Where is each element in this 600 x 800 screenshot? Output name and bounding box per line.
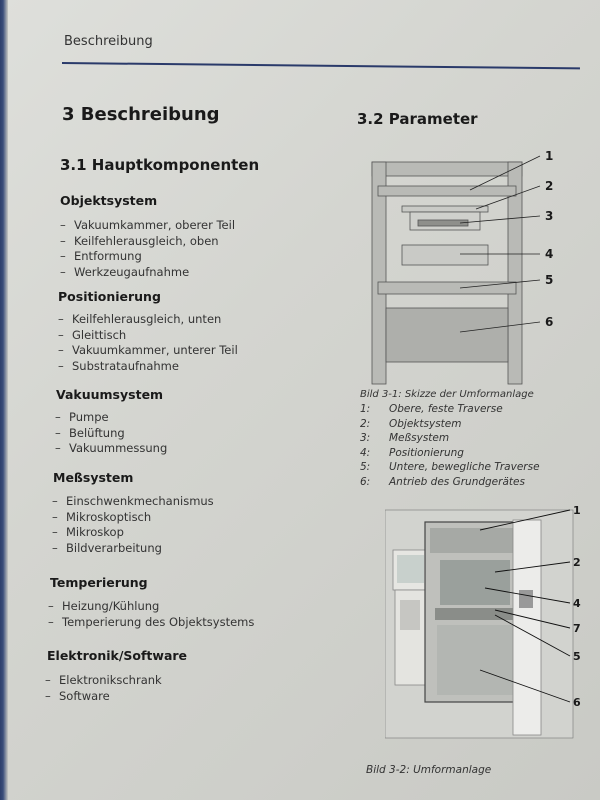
sketch-lower-traverse bbox=[378, 282, 516, 294]
list-item: – Temperierung des Objektsystems bbox=[48, 614, 255, 629]
binding-edge bbox=[0, 0, 8, 800]
group-title-positionierung: Positionierung bbox=[58, 289, 161, 304]
list-item: – Substrataufnahme bbox=[58, 358, 179, 373]
list-item: – Belüftung bbox=[55, 425, 125, 440]
list-item: – Mikroskop bbox=[52, 525, 124, 539]
photo-lower-traverse bbox=[435, 608, 515, 620]
header-rule bbox=[62, 62, 580, 69]
photo-drive bbox=[437, 625, 513, 695]
legend-row: 2: Objektsystem bbox=[360, 417, 462, 430]
sketch-frame-top bbox=[372, 162, 522, 176]
legend-row: 1: Obere, feste Traverse bbox=[360, 403, 503, 415]
group-list-objektsystem bbox=[60, 218, 235, 280]
callout-4: 4 bbox=[573, 597, 581, 610]
umformanlage-photo bbox=[385, 500, 595, 740]
sketch-positioning bbox=[402, 245, 488, 265]
list-item: – Vakuummessung bbox=[55, 441, 168, 455]
list-item: – Vakuumkammer, unterer Teil bbox=[58, 343, 238, 357]
legend-row: 6: Antrieb des Grundgerätes bbox=[360, 475, 525, 488]
photo-monitor-screen bbox=[397, 555, 424, 583]
list-item: – Heizung/Kühlung bbox=[48, 599, 160, 613]
callout-7: 7 bbox=[573, 622, 581, 635]
callout-4: 4 bbox=[545, 247, 554, 261]
sketch-object-plate bbox=[402, 206, 488, 212]
group-title-elektronik-software: Elektronik/Software bbox=[47, 648, 188, 663]
legend-row: 3: Meßsystem bbox=[360, 432, 450, 444]
group-title-vakuumsystem: Vakuumsystem bbox=[56, 387, 164, 402]
list-item: – Keilfehlerausgleich, oben bbox=[60, 233, 219, 248]
group-list-temperierung bbox=[48, 599, 254, 630]
chapter-title: 3 Beschreibung bbox=[62, 104, 220, 125]
figure1-caption: Bild 3-1: Skizze der Umformanlage bbox=[360, 389, 534, 400]
group-list-elektronik-software bbox=[45, 673, 162, 704]
umformanlage-sketch bbox=[360, 150, 585, 385]
section-title-parameter: 3.2 Parameter bbox=[357, 110, 478, 128]
group-list-positionierung bbox=[58, 312, 238, 374]
photo-side-panel bbox=[519, 590, 533, 608]
callout-6: 6 bbox=[545, 315, 554, 329]
list-item: – Keilfehlerausgleich, unten bbox=[58, 312, 222, 326]
list-item: – Einschwenkmechanismus bbox=[52, 494, 214, 508]
legend-row: 5: Untere, bewegliche Traverse bbox=[360, 461, 540, 473]
callout-6: 6 bbox=[573, 696, 581, 709]
list-item: – Vakuumkammer, oberer Teil bbox=[60, 218, 236, 232]
callout-1: 1 bbox=[573, 504, 581, 517]
group-list-messsystem bbox=[52, 494, 214, 556]
list-item: – Werkzeugaufnahme bbox=[60, 264, 190, 279]
callout-5: 5 bbox=[573, 650, 581, 663]
callout-3: 3 bbox=[545, 209, 554, 223]
list-item: – Pumpe bbox=[55, 410, 109, 424]
callout-2: 2 bbox=[545, 179, 554, 193]
photo-cabinet-panel bbox=[400, 600, 420, 630]
group-title-messsystem: Meßsystem bbox=[53, 470, 134, 485]
running-header: Beschreibung bbox=[64, 34, 153, 49]
legend-row: 4: Positionierung bbox=[360, 446, 464, 459]
callout-2: 2 bbox=[573, 556, 581, 569]
sketch-upper-traverse bbox=[378, 186, 516, 196]
figure2-caption: Bild 3-2: Umformanlage bbox=[366, 764, 492, 776]
list-item: – Entformung bbox=[60, 249, 142, 263]
sketch-drive bbox=[386, 308, 508, 362]
list-item: – Gleittisch bbox=[58, 327, 127, 342]
list-item: – Software bbox=[45, 688, 110, 703]
list-item: – Elektronikschrank bbox=[45, 673, 162, 687]
list-item: – Bildverarbeitung bbox=[52, 540, 162, 555]
photo-object-system bbox=[440, 560, 510, 605]
figure1-legend bbox=[360, 402, 540, 489]
section-title-hauptkomponenten: 3.1 Hauptkomponenten bbox=[60, 156, 260, 174]
callout-1: 1 bbox=[545, 150, 554, 163]
list-item: – Mikroskoptisch bbox=[52, 509, 152, 524]
photo-upper-traverse bbox=[430, 528, 518, 553]
group-title-temperierung: Temperierung bbox=[50, 575, 148, 590]
callout-5: 5 bbox=[545, 273, 554, 287]
group-list-vakuumsystem bbox=[55, 410, 167, 457]
group-title-objektsystem: Objektsystem bbox=[60, 193, 158, 208]
